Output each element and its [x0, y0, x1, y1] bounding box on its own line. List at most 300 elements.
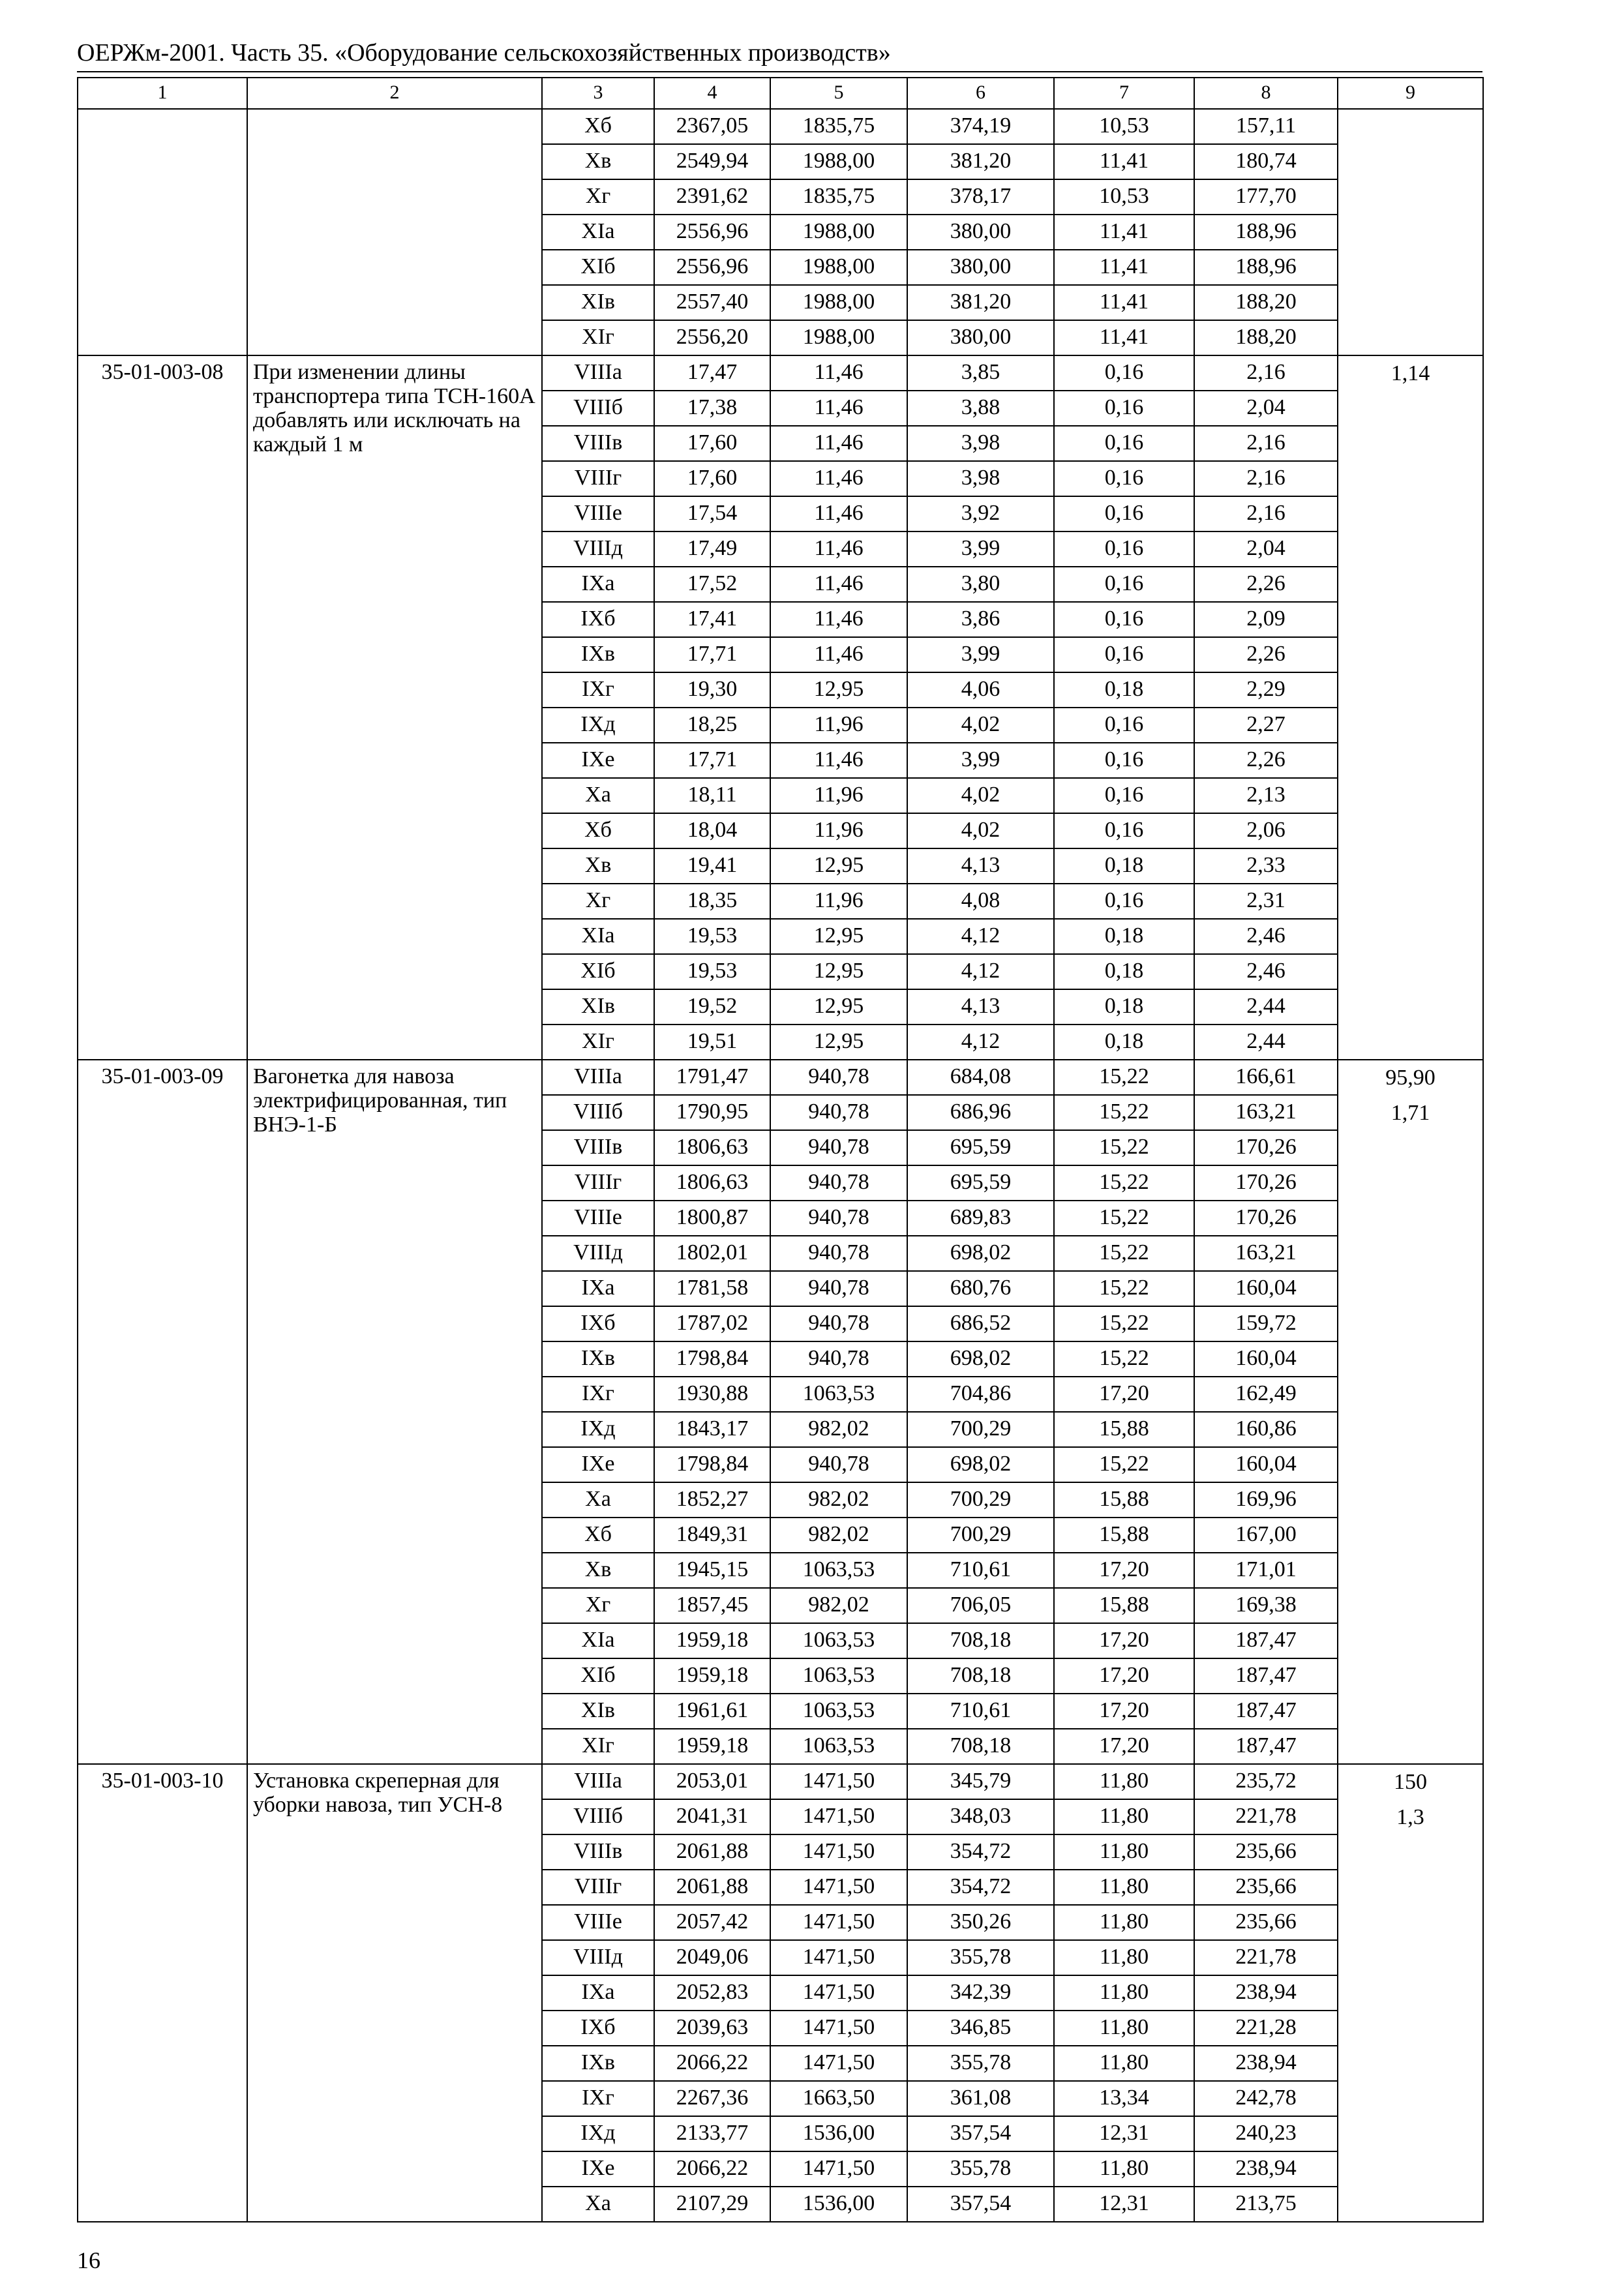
value-cell: 0,16: [1054, 778, 1194, 813]
value-cell: 4,12: [907, 1025, 1054, 1060]
value-cell: 940,78: [770, 1236, 907, 1271]
column-number: 7: [1054, 78, 1194, 109]
zone-cell: IХг: [542, 2081, 654, 2116]
value-cell: 355,78: [907, 2151, 1054, 2187]
value-cell: 2052,83: [654, 1975, 770, 2011]
value-cell: 4,13: [907, 848, 1054, 884]
value-cell: 706,05: [907, 1588, 1054, 1623]
value-cell: 17,20: [1054, 1694, 1194, 1729]
value-cell: 1798,84: [654, 1447, 770, 1482]
value-cell: 2,44: [1194, 1025, 1338, 1060]
column-9-cell: [1338, 109, 1483, 355]
value-cell: 0,18: [1054, 848, 1194, 884]
value-cell: 15,22: [1054, 1095, 1194, 1130]
column-9-cell: [1338, 355, 1483, 1060]
value-cell: 1790,95: [654, 1095, 770, 1130]
value-cell: 11,46: [770, 637, 907, 672]
value-cell: 235,72: [1194, 1764, 1338, 1799]
value-cell: 0,16: [1054, 884, 1194, 919]
value-cell: 982,02: [770, 1518, 907, 1553]
value-cell: 166,61: [1194, 1060, 1338, 1095]
value-cell: 169,38: [1194, 1588, 1338, 1623]
value-cell: 4,08: [907, 884, 1054, 919]
value-cell: 2556,96: [654, 215, 770, 250]
value-cell: 17,20: [1054, 1658, 1194, 1694]
value-cell: 0,18: [1054, 989, 1194, 1025]
value-cell: 17,20: [1054, 1623, 1194, 1658]
zone-cell: ХIа: [542, 919, 654, 954]
value-cell: 2,31: [1194, 884, 1338, 919]
value-cell: 2,16: [1194, 461, 1338, 496]
value-cell: 2,26: [1194, 743, 1338, 778]
value-cell: 0,16: [1054, 743, 1194, 778]
value-cell: 2061,88: [654, 1834, 770, 1870]
value-cell: 1961,61: [654, 1694, 770, 1729]
value-cell: 710,61: [907, 1694, 1054, 1729]
page-header: ОЕРЖм-2001. Часть 35. «Оборудование сельскохозяйственных производств»: [77, 39, 891, 67]
value-cell: 1988,00: [770, 215, 907, 250]
value-cell: 11,46: [770, 531, 907, 567]
value-cell: 2,04: [1194, 391, 1338, 426]
value-cell: 160,04: [1194, 1447, 1338, 1482]
value-cell: 12,95: [770, 672, 907, 708]
value-cell: 17,60: [654, 426, 770, 461]
value-cell: 689,83: [907, 1201, 1054, 1236]
value-cell: 19,52: [654, 989, 770, 1025]
item-code: 35-01-003-09: [78, 1060, 247, 1764]
value-cell: 700,29: [907, 1482, 1054, 1518]
column-number: 2: [247, 78, 542, 109]
value-cell: 0,16: [1054, 637, 1194, 672]
value-cell: 177,70: [1194, 179, 1338, 215]
value-cell: 940,78: [770, 1271, 907, 1306]
zone-cell: VIIIб: [542, 1095, 654, 1130]
value-cell: 11,46: [770, 391, 907, 426]
table-row: [78, 355, 1483, 391]
zone-cell: VIIIг: [542, 1165, 654, 1201]
value-cell: 686,96: [907, 1095, 1054, 1130]
value-cell: 12,31: [1054, 2187, 1194, 2222]
value-cell: 17,47: [654, 355, 770, 391]
value-cell: 1536,00: [770, 2187, 907, 2222]
zone-cell: IХв: [542, 637, 654, 672]
value-cell: 13,34: [1054, 2081, 1194, 2116]
table-row: [78, 109, 1483, 144]
value-cell: 704,86: [907, 1377, 1054, 1412]
value-cell: 1471,50: [770, 1764, 907, 1799]
value-cell: 187,47: [1194, 1658, 1338, 1694]
value-cell: 17,60: [654, 461, 770, 496]
value-cell: 3,99: [907, 531, 1054, 567]
value-cell: 2057,42: [654, 1905, 770, 1940]
value-cell: 3,92: [907, 496, 1054, 531]
item-description: [247, 109, 542, 355]
value-cell: 17,41: [654, 602, 770, 637]
value-cell: 235,66: [1194, 1834, 1338, 1870]
value-cell: 982,02: [770, 1482, 907, 1518]
value-cell: 940,78: [770, 1447, 907, 1482]
zone-cell: ХIа: [542, 215, 654, 250]
value-cell: 1798,84: [654, 1341, 770, 1377]
value-cell: 0,16: [1054, 496, 1194, 531]
value-cell: 374,19: [907, 109, 1054, 144]
value-cell: 4,06: [907, 672, 1054, 708]
value-cell: 695,59: [907, 1165, 1054, 1201]
zone-cell: VIIIе: [542, 1201, 654, 1236]
column-9-value: 1,3: [1396, 1805, 1424, 1829]
value-cell: 357,54: [907, 2116, 1054, 2151]
value-cell: 2367,05: [654, 109, 770, 144]
zone-cell: IХб: [542, 2011, 654, 2046]
value-cell: 15,88: [1054, 1482, 1194, 1518]
value-cell: 11,41: [1054, 215, 1194, 250]
value-cell: 221,78: [1194, 1799, 1338, 1834]
value-cell: 2556,20: [654, 320, 770, 355]
zone-cell: ХIв: [542, 1694, 654, 1729]
value-cell: 221,78: [1194, 1940, 1338, 1975]
value-cell: 15,22: [1054, 1165, 1194, 1201]
value-cell: 188,96: [1194, 215, 1338, 250]
value-cell: 17,71: [654, 637, 770, 672]
zone-cell: VIIIв: [542, 1834, 654, 1870]
zone-cell: VIIIд: [542, 531, 654, 567]
value-cell: 11,46: [770, 602, 907, 637]
value-cell: 188,20: [1194, 285, 1338, 320]
value-cell: 2,16: [1194, 496, 1338, 531]
value-cell: 17,20: [1054, 1553, 1194, 1588]
value-cell: 2041,31: [654, 1799, 770, 1834]
value-cell: 0,16: [1054, 391, 1194, 426]
zone-cell: Хг: [542, 179, 654, 215]
value-cell: 2,26: [1194, 567, 1338, 602]
value-cell: 12,95: [770, 1025, 907, 1060]
value-cell: 18,11: [654, 778, 770, 813]
zone-cell: VIIIе: [542, 1905, 654, 1940]
value-cell: 11,80: [1054, 1940, 1194, 1975]
value-cell: 2549,94: [654, 144, 770, 179]
value-cell: 188,20: [1194, 320, 1338, 355]
value-cell: 1835,75: [770, 109, 907, 144]
value-cell: 187,47: [1194, 1729, 1338, 1764]
value-cell: 350,26: [907, 1905, 1054, 1940]
value-cell: 342,39: [907, 1975, 1054, 2011]
zone-cell: ХIв: [542, 285, 654, 320]
price-table: [77, 77, 1484, 2222]
zone-cell: IХб: [542, 1306, 654, 1341]
value-cell: 11,80: [1054, 1870, 1194, 1905]
page-number: 16: [77, 2247, 100, 2273]
value-cell: 2,06: [1194, 813, 1338, 848]
value-cell: 17,20: [1054, 1377, 1194, 1412]
value-cell: 19,53: [654, 919, 770, 954]
value-cell: 11,96: [770, 778, 907, 813]
value-cell: 1959,18: [654, 1729, 770, 1764]
value-cell: 11,41: [1054, 320, 1194, 355]
value-cell: 11,46: [770, 496, 907, 531]
value-cell: 345,79: [907, 1764, 1054, 1799]
value-cell: 1063,53: [770, 1658, 907, 1694]
item-description: Вагонетка для навоза электрифицированная, тип ВНЭ-1-Б: [247, 1060, 542, 1764]
value-cell: 1959,18: [654, 1658, 770, 1694]
value-cell: 235,66: [1194, 1870, 1338, 1905]
zone-cell: IХг: [542, 1377, 654, 1412]
value-cell: 2053,01: [654, 1764, 770, 1799]
value-cell: 940,78: [770, 1165, 907, 1201]
value-cell: 1806,63: [654, 1130, 770, 1165]
value-cell: 238,94: [1194, 1975, 1338, 2011]
value-cell: 355,78: [907, 1940, 1054, 1975]
value-cell: 163,21: [1194, 1095, 1338, 1130]
value-cell: 2,13: [1194, 778, 1338, 813]
value-cell: 180,74: [1194, 144, 1338, 179]
value-cell: 170,26: [1194, 1130, 1338, 1165]
value-cell: 1806,63: [654, 1165, 770, 1201]
value-cell: 162,49: [1194, 1377, 1338, 1412]
value-cell: 2,16: [1194, 355, 1338, 391]
value-cell: 15,22: [1054, 1271, 1194, 1306]
column-number: 9: [1338, 78, 1483, 109]
zone-cell: ХIг: [542, 320, 654, 355]
value-cell: 1471,50: [770, 2011, 907, 2046]
value-cell: 0,16: [1054, 567, 1194, 602]
value-cell: 2,44: [1194, 989, 1338, 1025]
column-9-value: 150: [1394, 1770, 1427, 1794]
value-cell: 12,95: [770, 954, 907, 989]
value-cell: 0,18: [1054, 1025, 1194, 1060]
value-cell: 2107,29: [654, 2187, 770, 2222]
value-cell: 354,72: [907, 1834, 1054, 1870]
zone-cell: IХг: [542, 672, 654, 708]
value-cell: 159,72: [1194, 1306, 1338, 1341]
value-cell: 187,47: [1194, 1623, 1338, 1658]
value-cell: 12,95: [770, 848, 907, 884]
value-cell: 381,20: [907, 285, 1054, 320]
zone-cell: VIIIа: [542, 1060, 654, 1095]
value-cell: 188,96: [1194, 250, 1338, 285]
value-cell: 11,46: [770, 355, 907, 391]
value-cell: 11,80: [1054, 2046, 1194, 2081]
value-cell: 19,30: [654, 672, 770, 708]
value-cell: 4,02: [907, 778, 1054, 813]
column-number: 3: [542, 78, 654, 109]
value-cell: 2049,06: [654, 1940, 770, 1975]
value-cell: 1988,00: [770, 144, 907, 179]
value-cell: 3,99: [907, 637, 1054, 672]
zone-cell: Ха: [542, 1482, 654, 1518]
item-code: 35-01-003-08: [78, 355, 247, 1060]
zone-cell: Хв: [542, 1553, 654, 1588]
value-cell: 1852,27: [654, 1482, 770, 1518]
zone-cell: Ха: [542, 2187, 654, 2222]
value-cell: 0,16: [1054, 813, 1194, 848]
value-cell: 1471,50: [770, 1870, 907, 1905]
value-cell: 1791,47: [654, 1060, 770, 1095]
value-cell: 18,04: [654, 813, 770, 848]
value-cell: 11,80: [1054, 1905, 1194, 1940]
value-cell: 11,80: [1054, 2151, 1194, 2187]
zone-cell: IХб: [542, 602, 654, 637]
zone-cell: IХа: [542, 1975, 654, 2011]
value-cell: 0,16: [1054, 461, 1194, 496]
item-description: Установка скреперная для уборки навоза, тип УСН-8: [247, 1764, 542, 2222]
value-cell: 4,02: [907, 813, 1054, 848]
value-cell: 940,78: [770, 1095, 907, 1130]
zone-cell: VIIIв: [542, 1130, 654, 1165]
column-9-cell: [1338, 1764, 1483, 2222]
value-cell: 3,98: [907, 426, 1054, 461]
column-9-value: 1,14: [1391, 361, 1430, 385]
value-cell: 11,96: [770, 813, 907, 848]
value-cell: 11,41: [1054, 285, 1194, 320]
value-cell: 238,94: [1194, 2151, 1338, 2187]
value-cell: 4,13: [907, 989, 1054, 1025]
value-cell: 170,26: [1194, 1165, 1338, 1201]
value-cell: 11,96: [770, 708, 907, 743]
value-cell: 4,12: [907, 919, 1054, 954]
zone-cell: ХIб: [542, 250, 654, 285]
zone-cell: Хб: [542, 1518, 654, 1553]
column-number: 5: [770, 78, 907, 109]
value-cell: 11,80: [1054, 1834, 1194, 1870]
value-cell: 3,85: [907, 355, 1054, 391]
value-cell: 2066,22: [654, 2046, 770, 2081]
value-cell: 708,18: [907, 1658, 1054, 1694]
zone-cell: ХIв: [542, 989, 654, 1025]
value-cell: 19,51: [654, 1025, 770, 1060]
zone-cell: VIIIб: [542, 1799, 654, 1834]
value-cell: 15,22: [1054, 1130, 1194, 1165]
value-cell: 940,78: [770, 1306, 907, 1341]
zone-cell: VIIIе: [542, 496, 654, 531]
value-cell: 1471,50: [770, 2151, 907, 2187]
value-cell: 0,18: [1054, 672, 1194, 708]
value-cell: 1063,53: [770, 1623, 907, 1658]
value-cell: 1800,87: [654, 1201, 770, 1236]
value-cell: 11,46: [770, 461, 907, 496]
value-cell: 240,23: [1194, 2116, 1338, 2151]
value-cell: 1988,00: [770, 320, 907, 355]
zone-cell: ХIг: [542, 1025, 654, 1060]
value-cell: 355,78: [907, 2046, 1054, 2081]
value-cell: 242,78: [1194, 2081, 1338, 2116]
value-cell: 3,99: [907, 743, 1054, 778]
value-cell: 17,38: [654, 391, 770, 426]
value-cell: 1471,50: [770, 1905, 907, 1940]
value-cell: 2267,36: [654, 2081, 770, 2116]
value-cell: 0,16: [1054, 602, 1194, 637]
item-code: 35-01-003-10: [78, 1764, 247, 2222]
value-cell: 381,20: [907, 144, 1054, 179]
value-cell: 1930,88: [654, 1377, 770, 1412]
value-cell: 698,02: [907, 1447, 1054, 1482]
value-cell: 680,76: [907, 1271, 1054, 1306]
value-cell: 1781,58: [654, 1271, 770, 1306]
value-cell: 1471,50: [770, 1940, 907, 1975]
zone-cell: VIIIд: [542, 1940, 654, 1975]
value-cell: 15,22: [1054, 1306, 1194, 1341]
value-cell: 1471,50: [770, 1975, 907, 2011]
value-cell: 700,29: [907, 1518, 1054, 1553]
value-cell: 171,01: [1194, 1553, 1338, 1588]
column-number: 6: [907, 78, 1054, 109]
zone-cell: VIIIд: [542, 1236, 654, 1271]
value-cell: 1063,53: [770, 1694, 907, 1729]
value-cell: 169,96: [1194, 1482, 1338, 1518]
column-9-value: 95,90: [1385, 1066, 1436, 1090]
value-cell: 221,28: [1194, 2011, 1338, 2046]
value-cell: 1849,31: [654, 1518, 770, 1553]
value-cell: 163,21: [1194, 1236, 1338, 1271]
value-cell: 1063,53: [770, 1553, 907, 1588]
value-cell: 2,29: [1194, 672, 1338, 708]
value-cell: 15,22: [1054, 1447, 1194, 1482]
value-cell: 213,75: [1194, 2187, 1338, 2222]
table-row: [78, 1764, 1483, 1799]
value-cell: 15,22: [1054, 1236, 1194, 1271]
zone-cell: ХIг: [542, 1729, 654, 1764]
value-cell: 187,47: [1194, 1694, 1338, 1729]
value-cell: 10,53: [1054, 179, 1194, 215]
value-cell: 346,85: [907, 2011, 1054, 2046]
value-cell: 2,26: [1194, 637, 1338, 672]
value-cell: 11,46: [770, 426, 907, 461]
zone-cell: Хб: [542, 813, 654, 848]
value-cell: 11,80: [1054, 2011, 1194, 2046]
value-cell: 12,95: [770, 919, 907, 954]
value-cell: 1663,50: [770, 2081, 907, 2116]
zone-cell: VIIIг: [542, 461, 654, 496]
zone-cell: IХа: [542, 567, 654, 602]
value-cell: 1988,00: [770, 285, 907, 320]
value-cell: 11,96: [770, 884, 907, 919]
value-cell: 0,16: [1054, 708, 1194, 743]
value-cell: 982,02: [770, 1588, 907, 1623]
value-cell: 18,25: [654, 708, 770, 743]
value-cell: 1945,15: [654, 1553, 770, 1588]
value-cell: 354,72: [907, 1870, 1054, 1905]
value-cell: 1471,50: [770, 2046, 907, 2081]
value-cell: 235,66: [1194, 1905, 1338, 1940]
value-cell: 2,46: [1194, 954, 1338, 989]
column-number: 4: [654, 78, 770, 109]
value-cell: 380,00: [907, 215, 1054, 250]
value-cell: 940,78: [770, 1201, 907, 1236]
value-cell: 1471,50: [770, 1834, 907, 1870]
value-cell: 2066,22: [654, 2151, 770, 2187]
value-cell: 15,88: [1054, 1518, 1194, 1553]
value-cell: 0,18: [1054, 954, 1194, 989]
zone-cell: Хг: [542, 884, 654, 919]
value-cell: 12,31: [1054, 2116, 1194, 2151]
value-cell: 17,20: [1054, 1729, 1194, 1764]
value-cell: 170,26: [1194, 1201, 1338, 1236]
value-cell: 4,12: [907, 954, 1054, 989]
zone-cell: IХа: [542, 1271, 654, 1306]
column-number: 1: [78, 78, 247, 109]
value-cell: 698,02: [907, 1236, 1054, 1271]
value-cell: 708,18: [907, 1729, 1054, 1764]
value-cell: 3,88: [907, 391, 1054, 426]
value-cell: 15,88: [1054, 1412, 1194, 1447]
value-cell: 0,16: [1054, 531, 1194, 567]
value-cell: 19,53: [654, 954, 770, 989]
value-cell: 1988,00: [770, 250, 907, 285]
zone-cell: Хв: [542, 144, 654, 179]
value-cell: 1843,17: [654, 1412, 770, 1447]
value-cell: 18,35: [654, 884, 770, 919]
value-cell: 10,53: [1054, 109, 1194, 144]
zone-cell: VIIIг: [542, 1870, 654, 1905]
